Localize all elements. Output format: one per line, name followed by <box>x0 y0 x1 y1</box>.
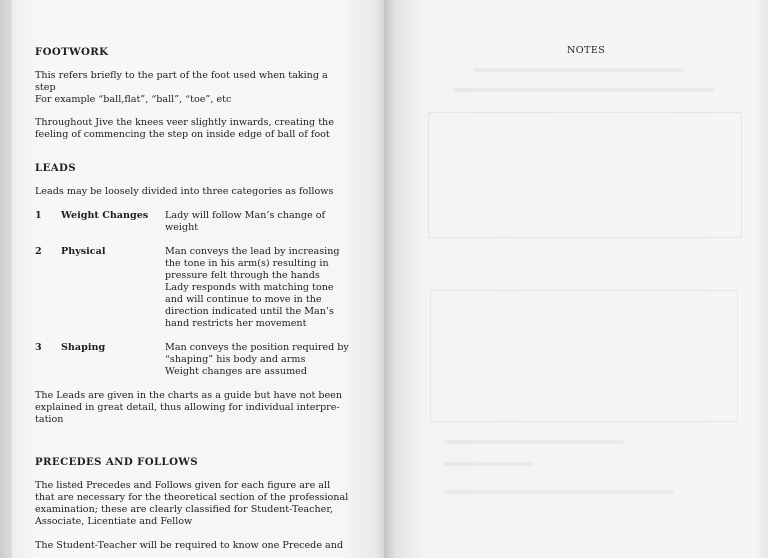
lead-description-line: and will continue to move in the <box>165 294 322 305</box>
lead-description-line: weight <box>165 222 199 233</box>
lead-number: 1 <box>35 210 42 221</box>
lead-item-physical <box>35 246 350 330</box>
lead-description <box>165 246 350 330</box>
show-through-line <box>444 490 674 494</box>
leads-intro: Leads may be loosely divided into three categories as follows <box>35 186 334 197</box>
lead-item-shaping <box>35 342 350 378</box>
leads-heading: LEADS <box>35 162 77 174</box>
lead-name: Shaping <box>61 342 106 353</box>
footwork-example: For example “ball,flat”, “ball”, “toe”, etc <box>35 94 232 105</box>
lead-number: 2 <box>35 246 42 257</box>
footwork-text-line: This refers briefly to the part of the foot used when taking a <box>35 70 328 81</box>
lead-description-line: hand restricts her movement <box>165 318 307 329</box>
show-through-box <box>428 112 742 238</box>
lead-description-line: Lady will follow Man’s change of <box>165 210 326 221</box>
lead-description-line: direction indicated until the Man’s <box>165 306 334 317</box>
lead-description <box>165 342 350 378</box>
footwork-jive-line: feeling of commencing the step on inside edge of ball of foot <box>35 129 330 140</box>
lead-description-line: Man conveys the position required by <box>165 342 349 353</box>
leads-outro-line: The Leads are given in the charts as a guide but have not been <box>35 390 343 401</box>
lead-description-line: Man conveys the lead by increasing <box>165 246 340 257</box>
lead-name: Weight Changes <box>61 210 149 221</box>
precedes-text-line: that are necessary for the theoretical section of the professional <box>35 492 349 503</box>
show-through-box <box>430 290 738 422</box>
precedes-follows-heading: PRECEDES AND FOLLOWS <box>35 456 198 468</box>
precedes-text-line: Associate, Licentiate and Fellow <box>35 516 193 527</box>
precedes-cut-off-line: The Student-Teacher will be required to know one Precede and <box>35 540 344 551</box>
footwork-heading: FOOTWORK <box>35 46 109 58</box>
precedes-text-line: examination; these are clearly classified for Student-Teacher, <box>35 504 333 515</box>
lead-number: 3 <box>35 342 42 353</box>
lead-description-line: pressure felt through the hands <box>165 270 320 281</box>
lead-description-line: Lady responds with matching tone <box>165 282 334 293</box>
left-page-content <box>35 46 350 552</box>
precedes-text-line: The listed Precedes and Follows given for each figure are all <box>35 480 331 491</box>
show-through-line <box>474 68 684 72</box>
show-through-line <box>444 440 624 444</box>
leads-outro-line: explained in great detail, thus allowing for individual interpre- <box>35 402 340 413</box>
lead-description-line: Weight changes are assumed <box>165 366 307 377</box>
show-through-line <box>454 88 714 92</box>
lead-description <box>165 210 350 234</box>
right-page <box>384 0 768 558</box>
lead-item-weight-changes <box>35 210 350 234</box>
show-through-line <box>444 462 534 466</box>
lead-description-line: “shaping” his body and arms <box>165 354 306 365</box>
footwork-jive-line: Throughout Jive the knees veer slightly inwards, creating the <box>35 117 334 128</box>
notes-title: NOTES <box>567 45 606 56</box>
footwork-text-line: step <box>35 82 56 93</box>
lead-description-line: the tone in his arm(s) resulting in <box>165 258 329 269</box>
lead-name: Physical <box>61 246 106 257</box>
leads-outro-line: tation <box>35 414 64 425</box>
page-edge-stack <box>0 0 12 558</box>
